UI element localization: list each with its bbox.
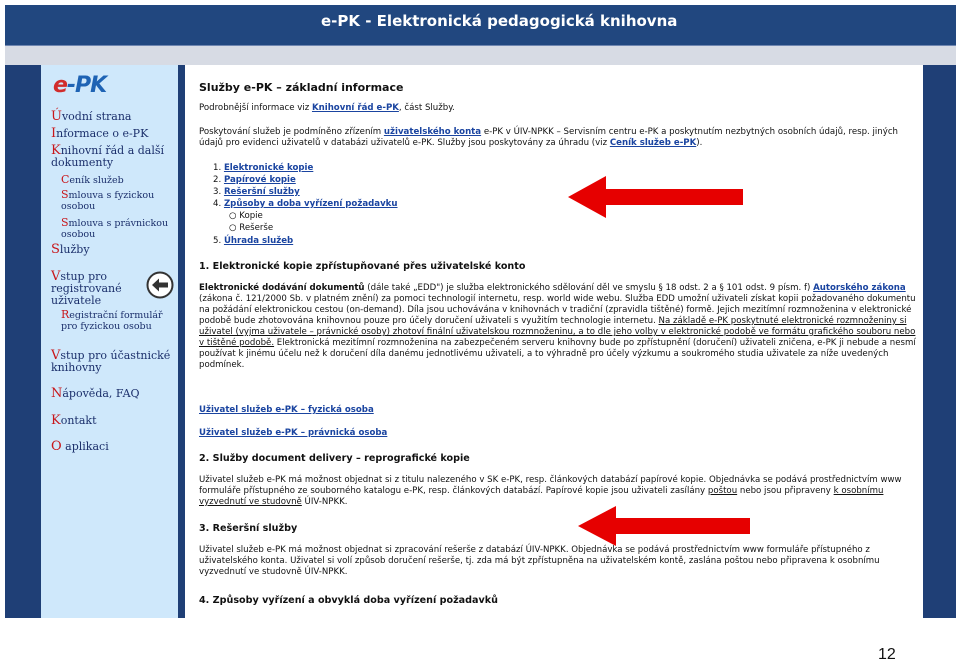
fyzicka-osoba-link[interactable]: Uživatel služeb e-PK – fyzická osoba bbox=[199, 405, 374, 415]
nav-informace[interactable]: Informace o e-PK bbox=[51, 126, 149, 141]
epk-logo[interactable]: e-PK bbox=[53, 73, 107, 98]
nav-cenik-sluzeb[interactable]: Ceník služeb bbox=[61, 173, 124, 186]
sidebar bbox=[41, 65, 178, 618]
section-4-title: 4. Způsoby vyřízení a obvyklá doba vyřízení požadavků bbox=[199, 595, 498, 606]
section-3-paragraph: Uživatel služeb e-PK má možnost objednat si zpracování rešerše z databází ÚIV-NPKK. Objednávka se podává prostřednictvím www formuláře přístupného z uživatelského konta. Uživatel si volí způsob doručení rešerše, tj. zda má být zpřístupněna na uživatelském kontě, zaslána poštou nebo připravena k osobnímu vyzvednutí ve studovně ÚIV-NPKK. bbox=[199, 545, 880, 577]
cenik-link[interactable]: Ceník služeb e-PK bbox=[609, 138, 697, 148]
browser-page-frame bbox=[5, 5, 956, 618]
knihovni-rad-link[interactable]: Knihovní řád e-PK bbox=[311, 103, 399, 113]
nav-smlouva-pravnicka[interactable]: Smlouva s právnickou osobou bbox=[61, 216, 169, 240]
uzivatelske-konto-link[interactable]: uživatelského konta bbox=[383, 127, 482, 137]
section-2-title: 2. Služby document delivery – reprografické kopie bbox=[199, 453, 470, 464]
pravnicka-osoba-link[interactable]: Uživatel služeb e-PK – právnická osoba bbox=[199, 428, 388, 438]
toc-subitem[interactable]: ○ Rešerše bbox=[229, 223, 274, 233]
red-arrow-icon bbox=[578, 506, 753, 546]
nav-vstup-registrovani[interactable]: Vstup pro registrované uživatele bbox=[51, 269, 122, 307]
section-1-paragraph: Elektronické dodávání dokumentů (dále také „EDD") je služba elektronického sdělování děl ve smyslu § 18 odst. 2 a § 101 odst. 9 písm. f) Autorského zákona (zákona č. 121/2000 Sb. v platném znění) za pomoci technologií internetu, resp. world wide webu. Služba EDD umožní uživateli získat kopii požadovaného dokumentu na požádání elektronickou cestou (on-demand). Díla jsou uchovávána v knihovnách v tradiční (zpravidla tištěné) formě. Jejich mezitímní rozmnoženina v elektronické podobě bude zhotovována knihovnou pouze pro účely doručení uživateli s využitím technologie internetu. Na základě e-PK poskytnuté elektronické rozmnoženiny si uživatel (vyjma uživatele – právnické osoby) zhotoví finální uživatelskou rozmnoženinu, a to dle jeho volby v elektronické podobě ve formátu grafického souboru nebo v tištěné podobě. Elektronická mezitímní rozmnoženina na zabezpečeném serveru knihovny bude po zpřístupnění (doručení) uživateli zničena, e-PK ji nebude a nesmí používat k jinému účelu než k doručení díla danému jednotlivému uživateli, a to výhradně pro účely výzkumu a soukromého studia uživatele za níže uvedených podmínek. bbox=[199, 283, 916, 370]
nav-uvodni-strana[interactable]: Úvodní strana bbox=[51, 109, 132, 124]
header-strip bbox=[5, 46, 956, 65]
nav-knihovni-rad[interactable]: Knihovní řád a další dokumenty bbox=[51, 143, 165, 169]
nav-o-aplikaci[interactable]: O aplikaci bbox=[51, 439, 109, 454]
slide-page-number: 12 bbox=[878, 646, 896, 663]
back-arrow-icon[interactable] bbox=[146, 271, 174, 299]
nav-napoveda-faq[interactable]: Nápověda, FAQ bbox=[51, 386, 140, 401]
site-header bbox=[5, 5, 956, 46]
toc-item[interactable]: 5. Úhrada služeb bbox=[213, 236, 294, 246]
nav-sluzby[interactable]: Služby bbox=[51, 242, 90, 257]
autorsky-zakon-link[interactable]: Autorského zákona bbox=[813, 283, 906, 293]
conditions-paragraph: Poskytování služeb je podmíněno zřízením uživatelského konta e-PK v ÚIV-NPKK – Servisním centru e-PK a poskytnutím nezbytných osobních údajů, resp. jiných údajů pro evidenci uživatelů v databázi uživatelů e-PK. Služby jsou poskytovány za úhradu (viz Ceník služeb e-PK). bbox=[199, 127, 898, 148]
nav-vstup-ucastnicke[interactable]: Vstup pro účastnické knihovny bbox=[51, 348, 171, 374]
main-content bbox=[185, 65, 923, 618]
section-2-paragraph: Uživatel služeb e-PK má možnost objednat si z titulu nalezeného v SK e-PK, resp. článkových databází papírové kopie. Objednávka se podává prostřednictvím www formuláře přístupného ze souborného katalogu e-PK, resp. článkových databází. Papírové kopie jsou uživateli zasílány poštou nebo jsou připraveny k osobnímu vyzvednutí ve studovně ÚIV-NPKK. bbox=[199, 475, 902, 507]
toc-item[interactable]: 2. Papírové kopie bbox=[213, 175, 296, 185]
nav-smlouva-fyzicka[interactable]: Smlouva s fyzickou osobou bbox=[61, 188, 155, 212]
red-arrow-icon bbox=[568, 176, 746, 218]
nav-kontakt[interactable]: Kontakt bbox=[51, 413, 97, 428]
toc-item[interactable]: 1. Elektronické kopie bbox=[213, 163, 314, 173]
section-1-title: 1. Elektronické kopie zpřístupňované přes uživatelské konto bbox=[199, 261, 526, 272]
toc-item[interactable]: 3. Rešeršní služby bbox=[213, 187, 300, 197]
section-3-title: 3. Rešeršní služby bbox=[199, 523, 298, 534]
site-title: e-PK - Elektronická pedagogická knihovna bbox=[321, 12, 678, 30]
nav-registracni-formular[interactable]: Registrační formulář pro fyzickou osobu bbox=[61, 308, 163, 332]
page-title: Služby e-PK – základní informace bbox=[199, 81, 404, 94]
intro-text: Podrobnější informace viz Knihovní řád e-PK, část Služby. bbox=[199, 103, 455, 113]
toc-subitem[interactable]: ○ Kopie bbox=[229, 211, 263, 221]
toc-item[interactable]: 4. Způsoby a doba vyřízení požadavku bbox=[213, 199, 398, 209]
